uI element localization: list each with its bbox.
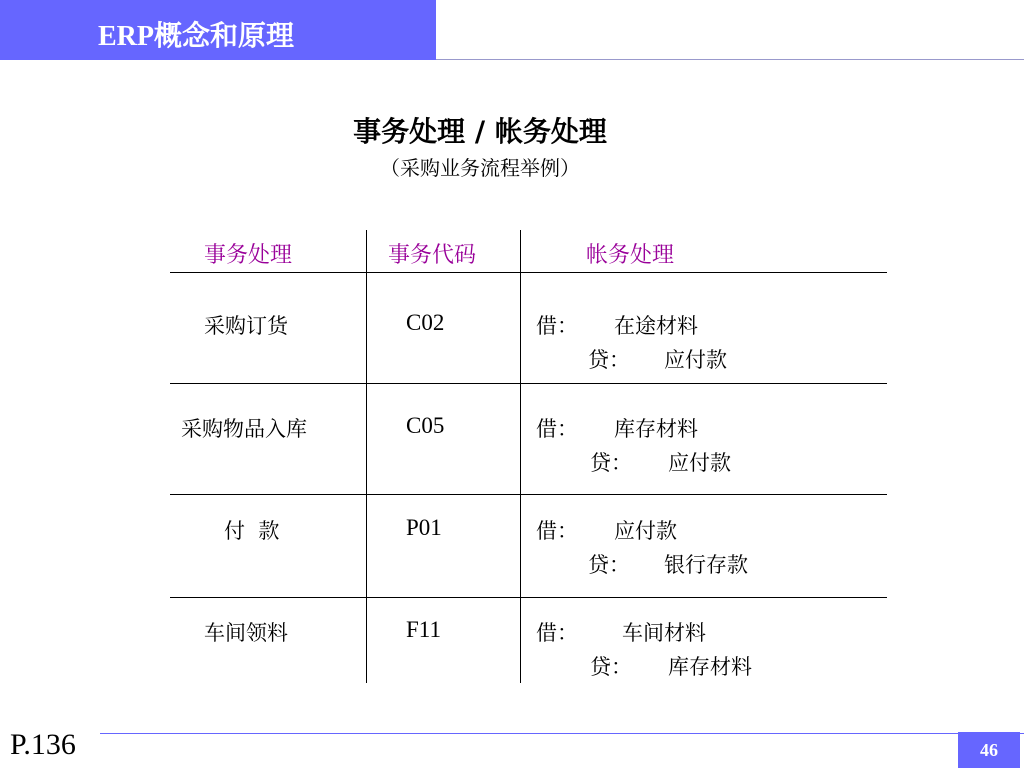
debit-label: 借： [536,417,578,441]
debit-account: 在途材料 [614,314,698,338]
col-header-accounting: 帐务处理 [586,243,675,268]
table-cell-transaction: 付 款 [224,519,280,543]
table-cell-transaction: 采购订货 [204,314,288,338]
debit-account: 应付款 [614,519,677,543]
credit-label: 贷： [588,348,630,372]
table-cell-code: F11 [406,617,441,642]
table-cell-code: C02 [406,310,445,335]
credit-account: 库存材料 [668,655,752,679]
credit-account: 应付款 [664,348,727,372]
credit-label: 贷： [588,553,630,577]
credit-account: 银行存款 [664,553,748,577]
table-column-divider [520,230,521,683]
page-number: 46 [958,732,1020,768]
table-cell-transaction: 车间领料 [204,621,288,645]
col-header-transaction: 事务处理 [204,243,293,268]
table-cell-transaction: 采购物品入库 [181,417,307,441]
credit-account: 应付款 [668,451,731,475]
footer-divider [100,733,1024,734]
debit-account: 车间材料 [622,621,706,645]
table-row-divider [170,494,887,495]
col-header-code: 事务代码 [388,243,477,268]
table-cell-code: P01 [406,515,442,540]
debit-label: 借： [536,314,578,338]
table-row-divider [170,597,887,598]
credit-label: 贷： [590,655,632,679]
page-subtitle: （采购业务流程举例） [380,156,580,180]
table-header-rule [170,272,887,273]
page-reference: P.136 [10,728,76,761]
table-column-divider [366,230,367,683]
debit-account: 库存材料 [614,417,698,441]
header-divider [436,59,1024,60]
debit-label: 借： [536,621,578,645]
header-title: ERP概念和原理 [98,21,295,52]
debit-label: 借： [536,519,578,543]
table-cell-code: C05 [406,413,445,438]
credit-label: 贷： [590,451,632,475]
table-row-divider [170,383,887,384]
page-title: 事务处理 / 帐务处理 [353,115,607,148]
